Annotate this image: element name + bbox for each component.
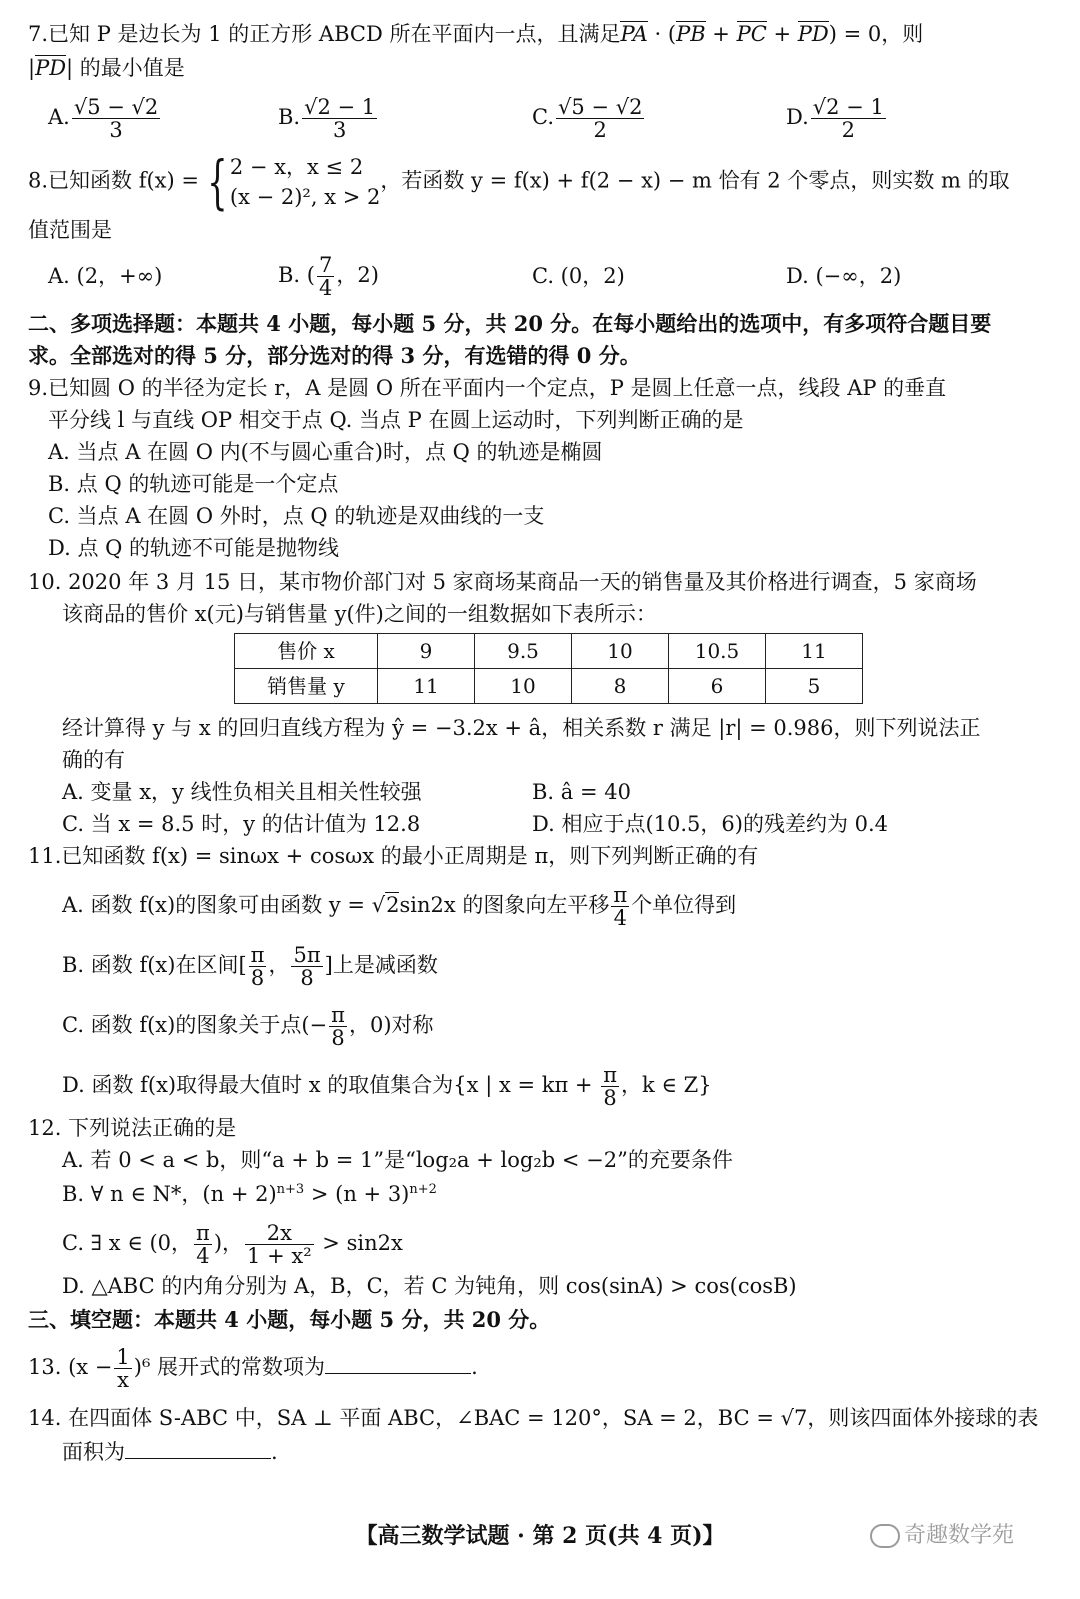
q10-option-d: D. 相应于点(10.5，6)的残差约为 0.4 xyxy=(532,812,889,836)
table-cell: 6 xyxy=(669,669,766,704)
q9-line1: 9.已知圆 O 的半径为定长 r，A 是圆 O 所在平面内一个定点，P 是圆上任意一点，线段 AP 的垂直 xyxy=(28,376,947,400)
q10-line1: 10. 2020 年 3 月 15 日，某市物价部门对 5 家商场某商品一天的销售量及其价格进行调查，5 家商场 xyxy=(28,570,977,594)
q10-line3: 经计算得 y 与 x 的回归直线方程为 ŷ = −3.2x + â，相关系数 r 满足 |r| = 0.986，则下列说法正 xyxy=(62,716,981,740)
q7-option-d: D. $\frac{√2 - 1}{2}$ xyxy=(786,95,884,142)
q8-option-d: D. (−∞，2) xyxy=(786,264,902,288)
q11-option-b: B. 函数 f(x)在区间[ $\frac{\pi}{8}$ ， $\frac{5\pi}{8}$ ]上是减函数 xyxy=(62,943,438,990)
table-header-cell: 销售量 y xyxy=(235,669,378,704)
q9-option-c: C. 当点 A 在圆 O 外时，点 Q 的轨迹是双曲线的一支 xyxy=(48,504,545,528)
q11-option-d: D. 函数 f(x)取得最大值时 x 的取值集合为{x | x = kπ + $\frac{\pi}{8}$ ，k ∈ Z} xyxy=(62,1063,712,1110)
q11-option-c: C. 函数 f(x)的图象关于点(− $\frac{\pi}{8}$ ，0)对称 xyxy=(62,1003,434,1050)
q12-option-c: C. ∃ x ∈ (0， $\frac{\pi}{4}$ )， $\frac{2x}{\text{1 + x²}}$ > sin2x xyxy=(62,1221,403,1268)
table-cell: 9 xyxy=(378,634,475,669)
q14-line2: 面积为 . xyxy=(62,1434,278,1468)
q8-option-a: A. (2，+∞) xyxy=(48,264,163,288)
table-cell: 10.5 xyxy=(669,634,766,669)
q7-option-c: C. $\frac{√5 - √2}{2}$ xyxy=(532,95,643,142)
q11-option-a: A. 函数 f(x)的图象可由函数 y = √2sin2x 的图象向左平移 $\frac{\pi}{4}$ 个单位得到 xyxy=(62,883,737,930)
q7-line2: |PD| 的最小值是 xyxy=(28,56,185,80)
table-cell: 5 xyxy=(766,669,863,704)
q7-line1: 7.已知 P 是边长为 1 的正方形 ABCD 所在平面内一点，且满足PA · (PB + PC + PD) = 0，则 xyxy=(28,22,924,46)
table-cell: 11 xyxy=(766,634,863,669)
q12-option-b: B. ∀ n ∈ N*，$(n + 2)^{n+3} > (n + 3)^{n+2}$ xyxy=(62,1182,437,1206)
table-row xyxy=(235,669,863,704)
q14-line1: 14. 在四面体 S-ABC 中，SA ⊥ 平面 ABC，∠BAC = 120°，SA = 2，BC = √7，则该四面体外接球的表 xyxy=(28,1406,1039,1430)
q13-line: 13. (x − $\frac{1}{x}$ )⁶ 展开式的常数项为 . xyxy=(28,1345,478,1392)
q12-option-d: D. △ABC 的内角分别为 A，B，C，若 C 为钝角，则 cos(sinA) > cos(cosB) xyxy=(62,1274,797,1298)
q8-line2: 值范围是 xyxy=(28,218,112,242)
section2-heading-line2: 求。全部选对的得 5 分，部分选对的得 3 分，有选错的得 0 分。 xyxy=(28,343,641,368)
table-cell: 10 xyxy=(475,669,572,704)
price-sales-table xyxy=(234,633,863,704)
q11-line1: 11.已知函数 f(x) = sinωx + cosωx 的最小正周期是 π，则下列判断正确的有 xyxy=(28,844,759,868)
left-brace-icon: { xyxy=(207,148,228,216)
q10-line2: 该商品的售价 x(元)与销售量 y(件)之间的一组数据如下表所示： xyxy=(62,602,657,626)
table-row xyxy=(235,634,863,669)
q9-option-a: A. 当点 A 在圆 O 内(不与圆心重合)时，点 Q 的轨迹是椭圆 xyxy=(48,440,603,464)
section3-heading: 三、填空题：本题共 4 小题，每小题 5 分，共 20 分。 xyxy=(28,1307,551,1332)
q9-option-d: D. 点 Q 的轨迹不可能是抛物线 xyxy=(48,536,340,560)
q12-line1: 12. 下列说法正确的是 xyxy=(28,1116,237,1140)
q12-option-a: A. 若 0 < a < b，则“a + b = 1”是“log₂a + log₂b < −2”的充要条件 xyxy=(62,1148,733,1172)
table-header-cell: 售价 x xyxy=(235,634,378,669)
q7-option-a: A. $\frac{√5 - √2}{3}$ xyxy=(48,95,159,142)
wechat-icon xyxy=(870,1524,900,1548)
watermark: 奇趣数学苑 xyxy=(870,1520,1014,1552)
q9-line2: 平分线 l 与直线 OP 相交于点 Q. 当点 P 在圆上运动时，下列判断正确的是 xyxy=(48,408,744,432)
table-cell: 11 xyxy=(378,669,475,704)
table-cell: 10 xyxy=(572,634,669,669)
q8-option-c: C. (0，2) xyxy=(532,264,625,288)
answer-blank[interactable] xyxy=(325,1349,471,1374)
page-footer: 【高三数学试题 · 第 2 页(共 4 页)】 xyxy=(355,1523,725,1549)
table-cell: 8 xyxy=(572,669,669,704)
q8-option-b: B. ( $\frac{7}{4}$ ，2) xyxy=(278,253,379,300)
q7-option-b: B. $\frac{√2 - 1}{3}$ xyxy=(278,95,376,142)
q10-option-b: B. â = 40 xyxy=(532,780,631,804)
q10-line4: 确的有 xyxy=(62,748,125,772)
q9-option-b: B. 点 Q 的轨迹可能是一个定点 xyxy=(48,472,339,496)
q10-option-a: A. 变量 x，y 线性负相关且相关性较强 xyxy=(62,780,422,804)
q10-option-c: C. 当 x = 8.5 时，y 的估计值为 12.8 xyxy=(62,812,421,836)
q8-line1: 8.已知函数 f(x) = { 2 − x，x ≤ 2 (x − 2)², x > 2 ，若函数 y = f(x) + f(2 − x) − m 恰有 2 个零点，则实数 m 的取 xyxy=(28,148,1010,216)
table-cell: 9.5 xyxy=(475,634,572,669)
section2-heading-line1: 二、多项选择题：本题共 4 小题，每小题 5 分，共 20 分。在每小题给出的选项中，有多项符合题目要 xyxy=(28,311,992,336)
answer-blank[interactable] xyxy=(125,1434,271,1459)
